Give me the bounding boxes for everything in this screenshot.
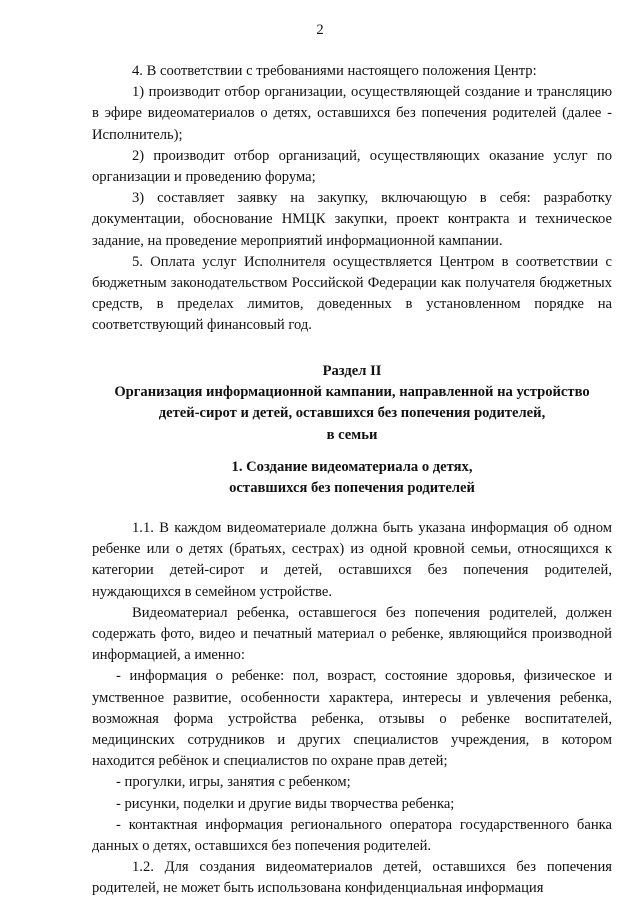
paragraph-5: 5. Оплата услуг Исполнителя осуществляется Центром в соответствии с бюджетным законодательством Российской Федерации как получателя бюджетных средств, в пределах лимитов, доведенных в установленном порядке на соответствующий финансовый год.: [92, 253, 612, 334]
paragraph-4-3: 3) составляет заявку на закупку, включающую в себя: разработку документации, обоснование НМЦК закупки, проект контракта и техническое задание, на проведение мероприятий информационной кампании.: [92, 190, 612, 249]
section-subtitle-line-1: Организация информационной кампании, направленной на устройство: [114, 384, 590, 401]
paragraph-4-1: 1) производит отбор организации, осуществляющей создание и трансляцию в эфире видеоматериалов о детях, оставшихся без попечения родителей (далее - Исполнитель);: [92, 84, 612, 143]
paragraph-1-1: 1.1. В каждом видеоматериале должна быть указана информация об одном ребенке или о детях (братьях, сестрах) из одной кровной семьи, относящихся к категории детей-сирот и детей, оставшихся без попечения родителей, нуждающихся в семейном устройстве.: [92, 520, 612, 600]
section-subtitle-line-2: детей-сирот и детей, оставшихся без попечения родителей,: [158, 405, 546, 422]
section-2-heading: [92, 361, 612, 446]
paragraph-1-2: 1.2. Для создания видеоматериалов детей, оставшихся без попечения родителей, не может быть использована конфиденциальная информация: [92, 859, 612, 897]
subsection-title-line-2: оставшихся без попечения родителей: [229, 480, 475, 497]
page-number: 2: [316, 22, 324, 38]
subsection-title-line-1: 1. Создание видеоматериала о детях,: [231, 459, 473, 475]
paragraph-video-content: Видеоматериал ребенка, оставшегося без попечения родителей, должен содержать фото, видео и печатный материал о ребенке, являющийся производной информацией, а именно:: [92, 604, 612, 664]
list-item-drawings-crafts: - рисунки, поделки и другие виды творчества ребенка;: [116, 795, 455, 812]
subsection-1-heading: [92, 457, 612, 499]
paragraph-4: 4. В соответствии с требованиями настоящего положения Центр:: [132, 63, 537, 79]
section-title: Раздел II: [322, 363, 382, 379]
section-subtitle-line-3: в семьи: [326, 426, 378, 443]
positions-section: [92, 61, 612, 337]
list-item-walks-games: - прогулки, игры, занятия с ребенком;: [116, 774, 351, 791]
paragraph-4-2: 2) производит отбор организаций, осуществляющих оказание услуг по организации и проведению форума;: [92, 147, 612, 186]
list-item-contact-info: - контактная информация регионального оператора государственного банка данных о детях, оставшихся без попечения родителей.: [92, 816, 612, 855]
list-item-child-info: - информация о ребенке: пол, возраст, состояние здоровья, физическое и умственное развитие, особенности характера, интересы и увлечения ребенка, возможная форма устройства ребенка, отзывы о ребенке воспитателей, медицинских сотрудников и других специалистов учреждения, в котором находится ребёнок и специалистов по охране прав детей;: [92, 668, 612, 770]
subsection-1-body: [92, 518, 612, 900]
